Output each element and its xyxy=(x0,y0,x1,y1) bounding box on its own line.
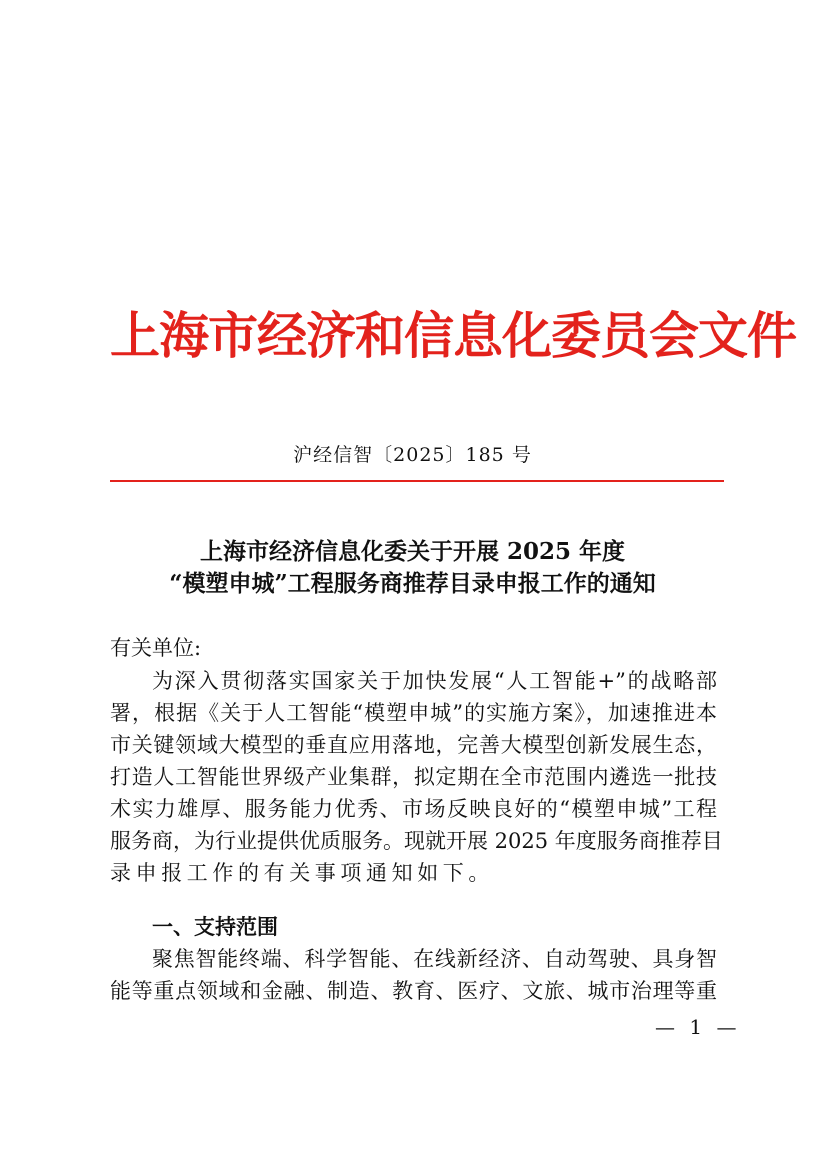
notice-title-line-2: “模塑申城”工程服务商推荐目录申报工作的通知 xyxy=(169,570,656,597)
document-number: 沪经信智〔2025〕185 号 xyxy=(293,444,532,466)
paragraph-line: 术实力雄厚、服务能力优秀、市场反映良好的“模塑申城”工程 xyxy=(110,797,717,821)
salutation: 有关单位: xyxy=(110,636,202,660)
paragraph-line: 录申报工作的有关事项通知如下。 xyxy=(110,861,494,885)
paragraph-line: 打造人工智能世界级产业集群，拟定期在全市范围内遴选一批技 xyxy=(110,765,717,789)
paragraph-line: 市关键领域大模型的垂直应用落地，完善大模型创新发展生态， xyxy=(110,733,717,757)
paragraph-line: 为深入贯彻落实国家关于加快发展“人工智能+”的战略部 xyxy=(152,669,717,693)
issuing-organization-title: 上海市经济和信息化委员会文件 xyxy=(110,308,796,364)
paragraph-line: 服务商，为行业提供优质服务。现就开展 2025 年度服务商推荐目 xyxy=(110,829,723,853)
paragraph-line: 聚焦智能终端、科学智能、在线新经济、自动驾驶、具身智 xyxy=(152,947,717,971)
section-heading: 一、支持范围 xyxy=(152,915,278,939)
page-number: — 1 — xyxy=(655,1015,741,1039)
red-divider-rule xyxy=(110,480,724,482)
paragraph-line: 署，根据《关于人工智能“模塑申城”的实施方案》，加速推进本 xyxy=(110,701,717,725)
notice-title-line-1: 上海市经济信息化委关于开展 2025 年度 xyxy=(199,538,626,565)
paragraph-line: 能等重点领域和金融、制造、教育、医疗、文旅、城市治理等重 xyxy=(110,979,717,1003)
